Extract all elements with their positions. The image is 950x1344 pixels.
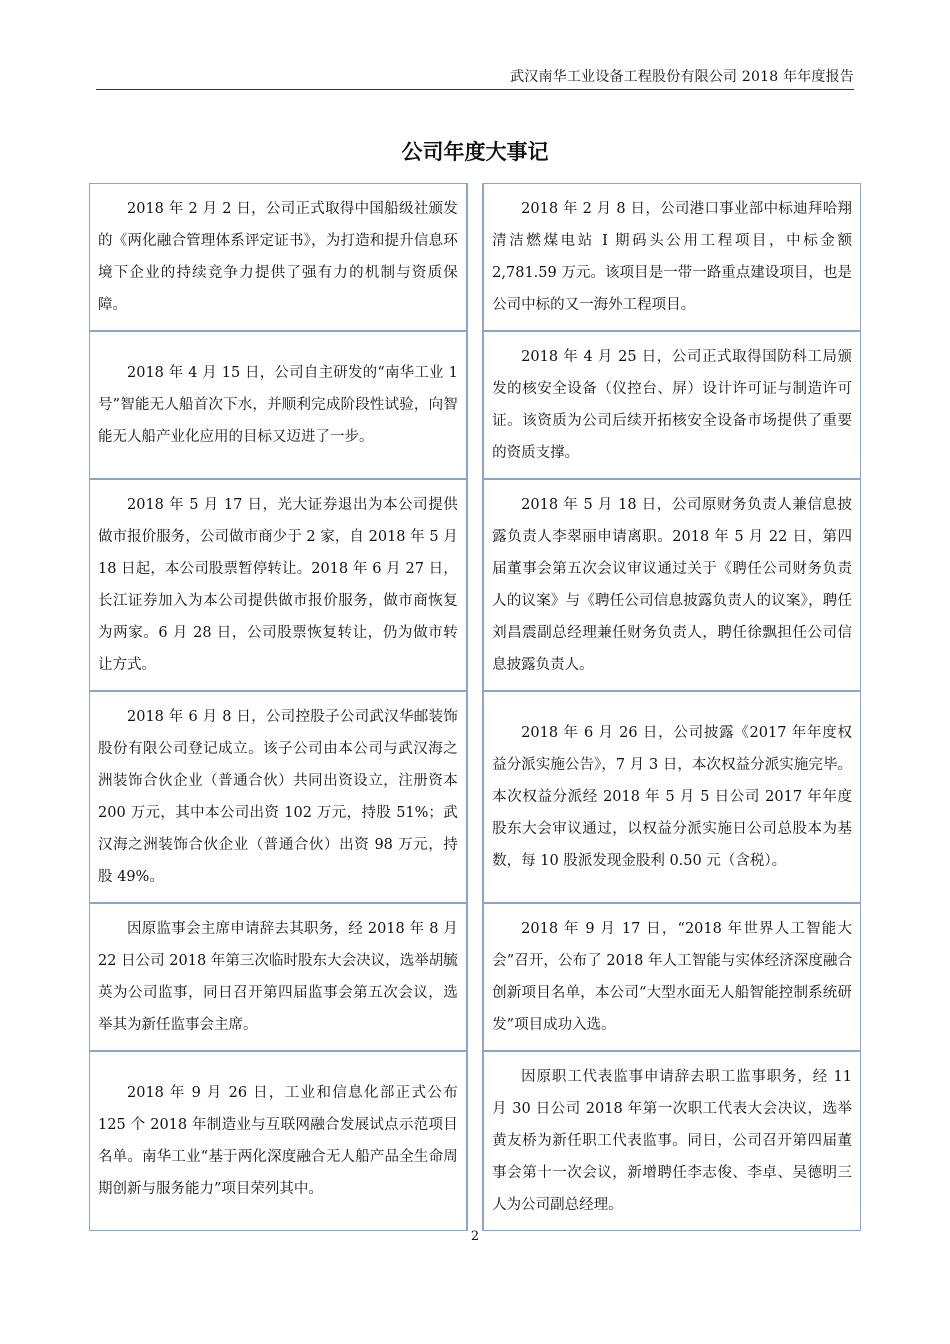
- header-divider: [96, 89, 854, 90]
- table-row: [89, 1051, 861, 1231]
- table-row: [89, 331, 861, 479]
- column-gap: [467, 1051, 483, 1231]
- page-number: 2: [470, 1229, 480, 1244]
- report-header: 武汉南华工业设备工程股份有限公司 2018 年年度报告: [510, 69, 854, 85]
- event-cell: [89, 183, 467, 331]
- event-text: 因原监事会主席申请辞去其职务，经 2018 年 8 月 22 日公司 2018 年第三次临时股东大会决议，选举胡毓英为公司监事，同日召开第四届监事会第五次会议，选举其为新任监事会主席。: [98, 921, 458, 1033]
- events-table: [89, 183, 861, 1231]
- event-text: 2018 年 2 月 8 日，公司港口事业部中标迪拜哈翔清洁燃煤电站 I 期码头公用工程项目，中标金额 2,781.59 万元。该项目是一带一路重点建设项目，也是公司中标的又一海外工程项目。: [492, 201, 852, 313]
- column-gap: [467, 183, 483, 331]
- event-cell: [483, 691, 861, 903]
- table-row: [89, 479, 861, 691]
- event-cell: [483, 479, 861, 691]
- event-text: 2018 年 9 月 26 日，工业和信息化部正式公布 125 个 2018 年制造业与互联网融合发展试点示范项目名单。南华工业“基于两化深度融合无人船产品全生命周期创新与服务能力”项目荣列其中。: [98, 1085, 458, 1197]
- event-text: 2018 年 4 月 15 日，公司自主研发的“南华工业 1 号”智能无人船首次下水，并顺利完成阶段性试验，向智能无人船产业化应用的目标又迈进了一步。: [98, 365, 458, 445]
- column-gap: [467, 691, 483, 903]
- column-gap: [467, 331, 483, 479]
- table-row: [89, 903, 861, 1051]
- event-cell: [89, 479, 467, 691]
- column-gap: [467, 479, 483, 691]
- event-text: 2018 年 6 月 8 日，公司控股子公司武汉华邮装饰股份有限公司登记成立。该子公司由本公司与武汉海之洲装饰合伙企业（普通合伙）共同出资设立，注册资本 200 万元，其中本公司出资 102 万元，持股 51%；武汉海之洲装饰合伙企业（普通合伙）出资 98 万元，持股 49%。: [98, 709, 458, 885]
- event-cell: [483, 183, 861, 331]
- event-cell: [89, 331, 467, 479]
- event-cell: [89, 903, 467, 1051]
- event-text: 因原职工代表监事申请辞去职工监事职务，经 11 月 30 日公司 2018 年第一次职工代表大会决议，选举黄友桥为新任职工代表监事。同日，公司召开第四届董事会第十一次会议，新增聘任李志俊、李卓、吴德明三人为公司副总经理。: [492, 1069, 852, 1213]
- event-text: 2018 年 2 月 2 日，公司正式取得中国船级社颁发的《两化融合管理体系评定证书》，为打造和提升信息环境下企业的持续竞争力提供了强有力的机制与资质保障。: [98, 201, 458, 313]
- event-text: 2018 年 9 月 17 日，“2018 年世界人工智能大会”召开，公布了 2018 年人工智能与实体经济深度融合创新项目名单，本公司“大型水面无人船智能控制系统研发”项目成功入选。: [492, 921, 852, 1033]
- event-cell: [483, 1051, 861, 1231]
- table-row: [89, 691, 861, 903]
- event-text: 2018 年 5 月 17 日，光大证券退出为本公司提供做市报价服务，公司做市商少于 2 家，自 2018 年 5 月 18 日起，本公司股票暂停转让。2018 年 6 月 27 日，长江证券加入为本公司提供做市报价服务，做市商恢复为两家。6 月 28 日，公司股票恢复转让，仍为做市转让方式。: [98, 497, 458, 673]
- table-row: [89, 183, 861, 331]
- page-title: 公司年度大事记: [401, 140, 549, 164]
- event-cell: [89, 1051, 467, 1231]
- event-text: 2018 年 5 月 18 日，公司原财务负责人兼信息披露负责人李翠丽申请离职。2018 年 5 月 22 日，第四届董事会第五次会议审议通过关于《聘任公司财务负责人的议案》与《聘任公司信息披露负责人的议案》，聘任刘昌震副总经理兼任财务负责人，聘任徐飘担任公司信息披露负责人。: [492, 497, 852, 673]
- event-cell: [483, 331, 861, 479]
- event-text: 2018 年 6 月 26 日，公司披露《2017 年年度权益分派实施公告》，7 月 3 日，本次权益分派实施完毕。本次权益分派经 2018 年 5 月 5 日公司 2017 年年度股东大会审议通过，以权益分派实施日公司总股本为基数，每 10 股派发现金股利 0.50 元（含税）。: [492, 725, 852, 869]
- event-cell: [89, 691, 467, 903]
- column-gap: [467, 903, 483, 1051]
- event-cell: [483, 903, 861, 1051]
- event-text: 2018 年 4 月 25 日，公司正式取得国防科工局颁发的核安全设备（仪控台、屏）设计许可证与制造许可证。该资质为公司后续开拓核安全设备市场提供了重要的资质支撑。: [492, 349, 852, 461]
